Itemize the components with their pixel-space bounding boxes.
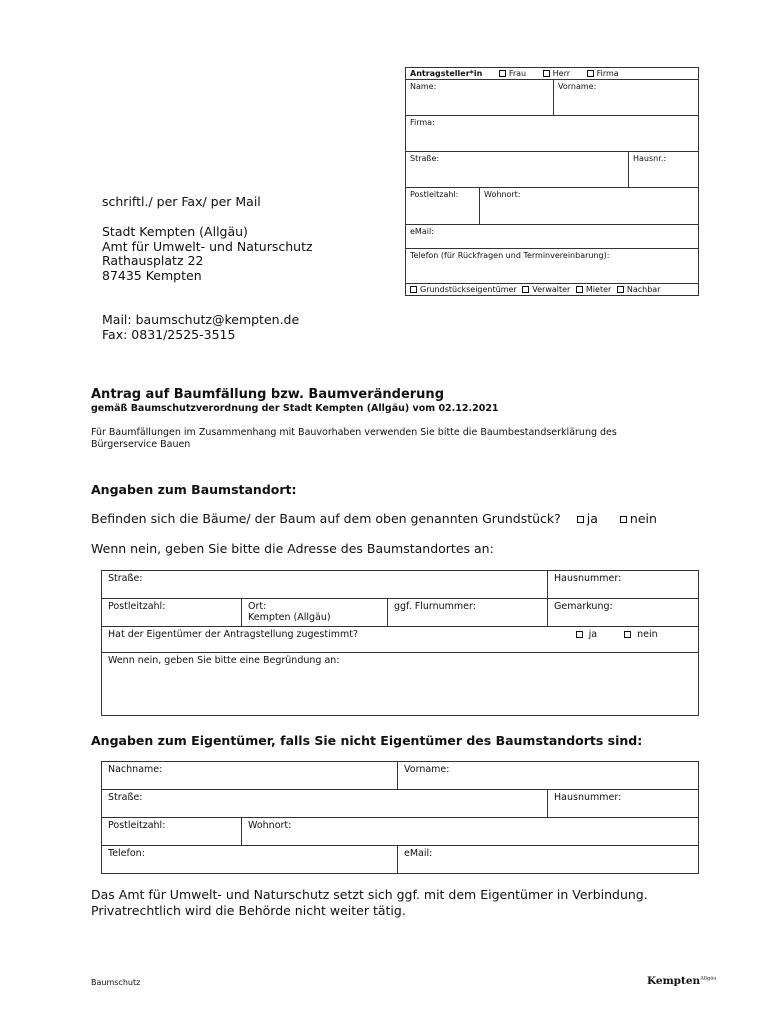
consent-options (548, 627, 699, 653)
location-nein-option[interactable]: nein (620, 511, 657, 526)
applicant-box (405, 67, 699, 296)
role-grundstueckseigentuemer[interactable]: Grundstückseigentümer (410, 285, 517, 294)
strasse-field[interactable]: Straße: (406, 152, 629, 188)
owner-nachname-field[interactable]: Nachname: (102, 762, 398, 790)
checkbox-icon[interactable] (617, 286, 624, 293)
owner-heading: Angaben zum Eigentümer, falls Sie nicht Eigentümer des Baumstandorts sind: (91, 733, 643, 748)
plz-field[interactable]: Postleitzahl: (406, 188, 480, 225)
checkbox-icon[interactable] (576, 631, 583, 638)
loc-strasse-field[interactable]: Straße: (102, 571, 548, 599)
ort-value: Kempten (Allgäu) (248, 612, 331, 623)
email-field[interactable]: eMail: (406, 225, 699, 249)
checkbox-icon[interactable] (620, 516, 627, 523)
page-subtitle: gemäß Baumschutzverordnung der Stadt Kempten (Allgäu) vom 02.12.2021 (91, 403, 499, 414)
loc-plz-field[interactable]: Postleitzahl: (102, 599, 242, 627)
role-verwalter[interactable]: Verwalter (522, 285, 570, 294)
checkbox-icon[interactable] (576, 286, 583, 293)
roles-row (406, 284, 699, 296)
wohnort-field[interactable]: Wohnort: (480, 188, 699, 225)
owner-email-field[interactable]: eMail: (398, 846, 699, 874)
owner-wohnort-field[interactable]: Wohnort: (242, 818, 699, 846)
contact-mail: Mail: baumschutz@kempten.de (102, 312, 300, 327)
hausnr-field[interactable]: Hausnr.: (629, 152, 699, 188)
address-line: Stadt Kempten (Allgäu) (102, 224, 248, 239)
address-prompt: Wenn nein, geben Sie bitte die Adresse des Baumstandortes an: (91, 541, 494, 556)
role-nachbar[interactable]: Nachbar (617, 285, 661, 294)
telefon-field[interactable]: Telefon (für Rückfragen und Terminvereinbarung): (406, 249, 699, 284)
checkbox-icon[interactable] (410, 286, 417, 293)
checkbox-icon[interactable] (543, 70, 550, 77)
location-heading: Angaben zum Baumstandort: (91, 482, 297, 497)
address-line: Rathausplatz 22 (102, 253, 204, 268)
kempten-logo: Kempten$^{Allgäu}$ (647, 975, 717, 987)
loc-hausnummer-field[interactable]: Hausnummer: (548, 571, 699, 599)
bauvorhaben-note: Für Baumfällungen im Zusammenhang mit Bauvorhaben verwenden Sie bitte die Baumbestandserklärung des Bürgerservice Bauen (91, 427, 617, 450)
location-form (101, 570, 699, 716)
closing-text: Das Amt für Umwelt- und Naturschutz setzt sich ggf. mit dem Eigentümer in Verbindung. Privatrechtlich wird die Behörde nicht weiter tätig. (91, 887, 648, 918)
address-line: Amt für Umwelt- und Naturschutz (102, 238, 313, 254)
contact-fax: Fax: 0831/2525-3515 (102, 326, 236, 342)
salutation-frau[interactable]: Frau (499, 69, 526, 78)
applicant-title: Antragsteller*in (410, 69, 483, 78)
applicant-header (406, 68, 699, 80)
owner-plz-field[interactable]: Postleitzahl: (102, 818, 242, 846)
checkbox-icon[interactable] (522, 286, 529, 293)
send-method: schriftl./ per Fax/ per Mail (102, 194, 261, 209)
location-ja-option[interactable]: ja (577, 511, 598, 526)
firma-field[interactable]: Firma: (406, 116, 699, 152)
loc-ort-field[interactable]: Ort: Kempten (Allgäu) (242, 599, 388, 627)
location-question: Befinden sich die Bäume/ der Baum auf dem oben genannten Grundstück? ja nein (91, 511, 657, 526)
salutation-firma[interactable]: Firma (587, 69, 619, 78)
consent-ja-option[interactable]: ja (576, 629, 598, 640)
name-field[interactable]: Name: (406, 80, 554, 116)
role-mieter[interactable]: Mieter (576, 285, 611, 294)
vorname-field[interactable]: Vorname: (554, 80, 699, 116)
recipient-address (102, 225, 313, 283)
consent-nein-option[interactable]: nein (624, 629, 658, 640)
footer-label: Baumschutz (91, 978, 141, 987)
checkbox-icon[interactable] (499, 70, 506, 77)
checkbox-icon[interactable] (587, 70, 594, 77)
owner-form (101, 761, 699, 874)
address-line: 87435 Kempten (102, 267, 202, 283)
checkbox-icon[interactable] (624, 631, 631, 638)
owner-strasse-field[interactable]: Straße: (102, 790, 548, 818)
salutation-herr[interactable]: Herr (543, 69, 570, 78)
owner-telefon-field[interactable]: Telefon: (102, 846, 398, 874)
owner-hausnummer-field[interactable]: Hausnummer: (548, 790, 699, 818)
contact-block (102, 313, 299, 342)
page-title: Antrag auf Baumfällung bzw. Baumveränderung (91, 387, 444, 402)
owner-vorname-field[interactable]: Vorname: (398, 762, 699, 790)
checkbox-icon[interactable] (577, 516, 584, 523)
consent-question: Hat der Eigentümer der Antragstellung zugestimmt? (102, 627, 548, 653)
loc-flurnummer-field[interactable]: ggf. Flurnummer: (388, 599, 548, 627)
loc-gemarkung-field[interactable]: Gemarkung: (548, 599, 699, 627)
reason-field[interactable]: Wenn nein, geben Sie bitte eine Begründung an: (102, 653, 699, 716)
